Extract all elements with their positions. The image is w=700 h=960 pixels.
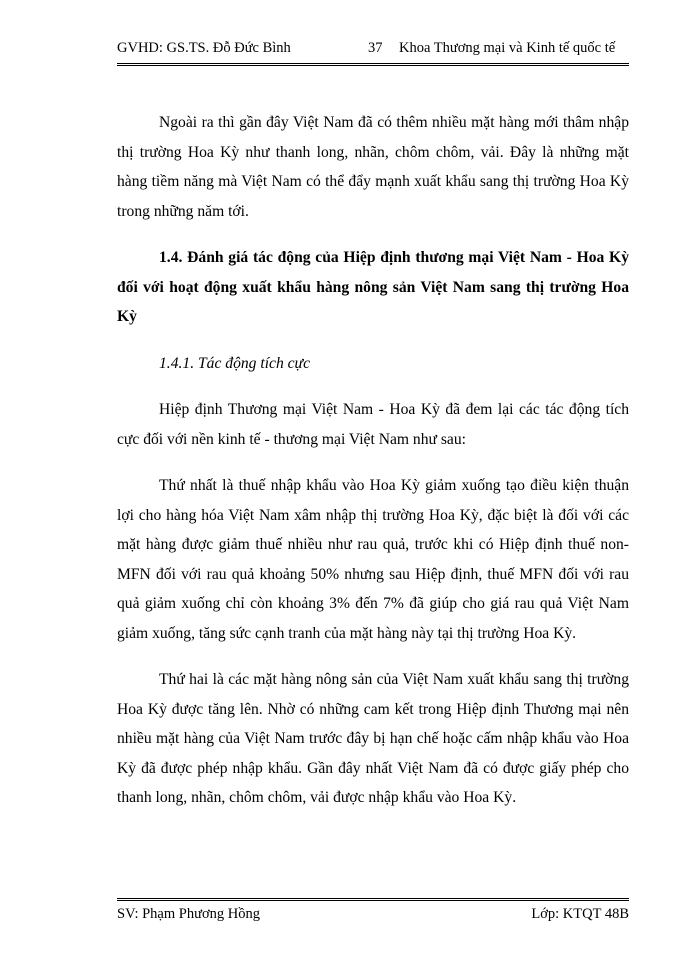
footer-student: SV: Phạm Phương Hồng xyxy=(117,906,260,922)
page-header xyxy=(117,36,629,60)
footer-divider xyxy=(117,898,629,901)
footer-class: Lớp: KTQT 48B xyxy=(531,906,629,922)
paragraph-second-impact: Thứ hai là các mặt hàng nông sản của Việt Nam xuất khẩu sang thị trường Hoa Kỳ được tăng lên. Nhờ có những cam kết trong Hiệp định Thương mại nên nhiều mặt hàng của Việt Nam trước đây bị hạn chế hoặc cấm nhập khẩu vào Hoa Kỳ đã được phép nhập khẩu. Gần đây nhất Việt Nam đã có được giấy phép cho thanh long, nhãn, chôm chôm, vải được nhập khẩu vào Hoa Kỳ. xyxy=(117,671,629,806)
header-instructor: GVHD: GS.TS. Đỗ Đức Bình xyxy=(117,40,291,56)
document-body xyxy=(117,108,629,813)
page-footer xyxy=(117,904,629,924)
paragraph-first-impact: Thứ nhất là thuế nhập khẩu vào Hoa Kỳ giảm xuống tạo điều kiện thuận lợi cho hàng hóa Việt Nam xâm nhập thị trường Hoa Kỳ, đặc biệt là đối với các mặt hàng được giảm thuế nhiều như rau quả, trước khi có Hiệp định thuế non-MFN đối với rau quả khoảng 50% nhưng sau Hiệp định, thuế MFN đối với rau quả giảm xuống chỉ còn khoảng 3% đến 7% đã giúp cho giá rau quả Việt Nam giảm xuống, tăng sức cạnh tranh của mặt hàng này tại thị trường Hoa Kỳ. xyxy=(117,477,629,642)
section-heading: 1.4. Đánh giá tác động của Hiệp định thương mại Việt Nam - Hoa Kỳ đối với hoạt động xuất khẩu hàng nông sản Việt Nam sang thị trường Hoa Kỳ xyxy=(117,249,629,325)
paragraph-agreement-intro: Hiệp định Thương mại Việt Nam - Hoa Kỳ đã đem lại các tác động tích cực đối với nền kinh tế - thương mại Việt Nam như sau: xyxy=(117,401,629,448)
paragraph-new-products: Ngoài ra thì gần đây Việt Nam đã có thêm nhiều mặt hàng mới thâm nhập thị trường Hoa Kỳ như thanh long, nhãn, chôm chôm, vải. Đây là những mặt hàng tiềm năng mà Việt Nam có thể đẩy mạnh xuất khẩu sang thị trường Hoa Kỳ trong những năm tới. xyxy=(117,114,629,220)
header-page-number: 37 xyxy=(368,40,383,56)
header-department: Khoa Thương mại và Kinh tế quốc tế xyxy=(399,40,616,56)
header-divider xyxy=(117,63,629,66)
subsection-heading: 1.4.1. Tác động tích cực xyxy=(159,354,310,372)
